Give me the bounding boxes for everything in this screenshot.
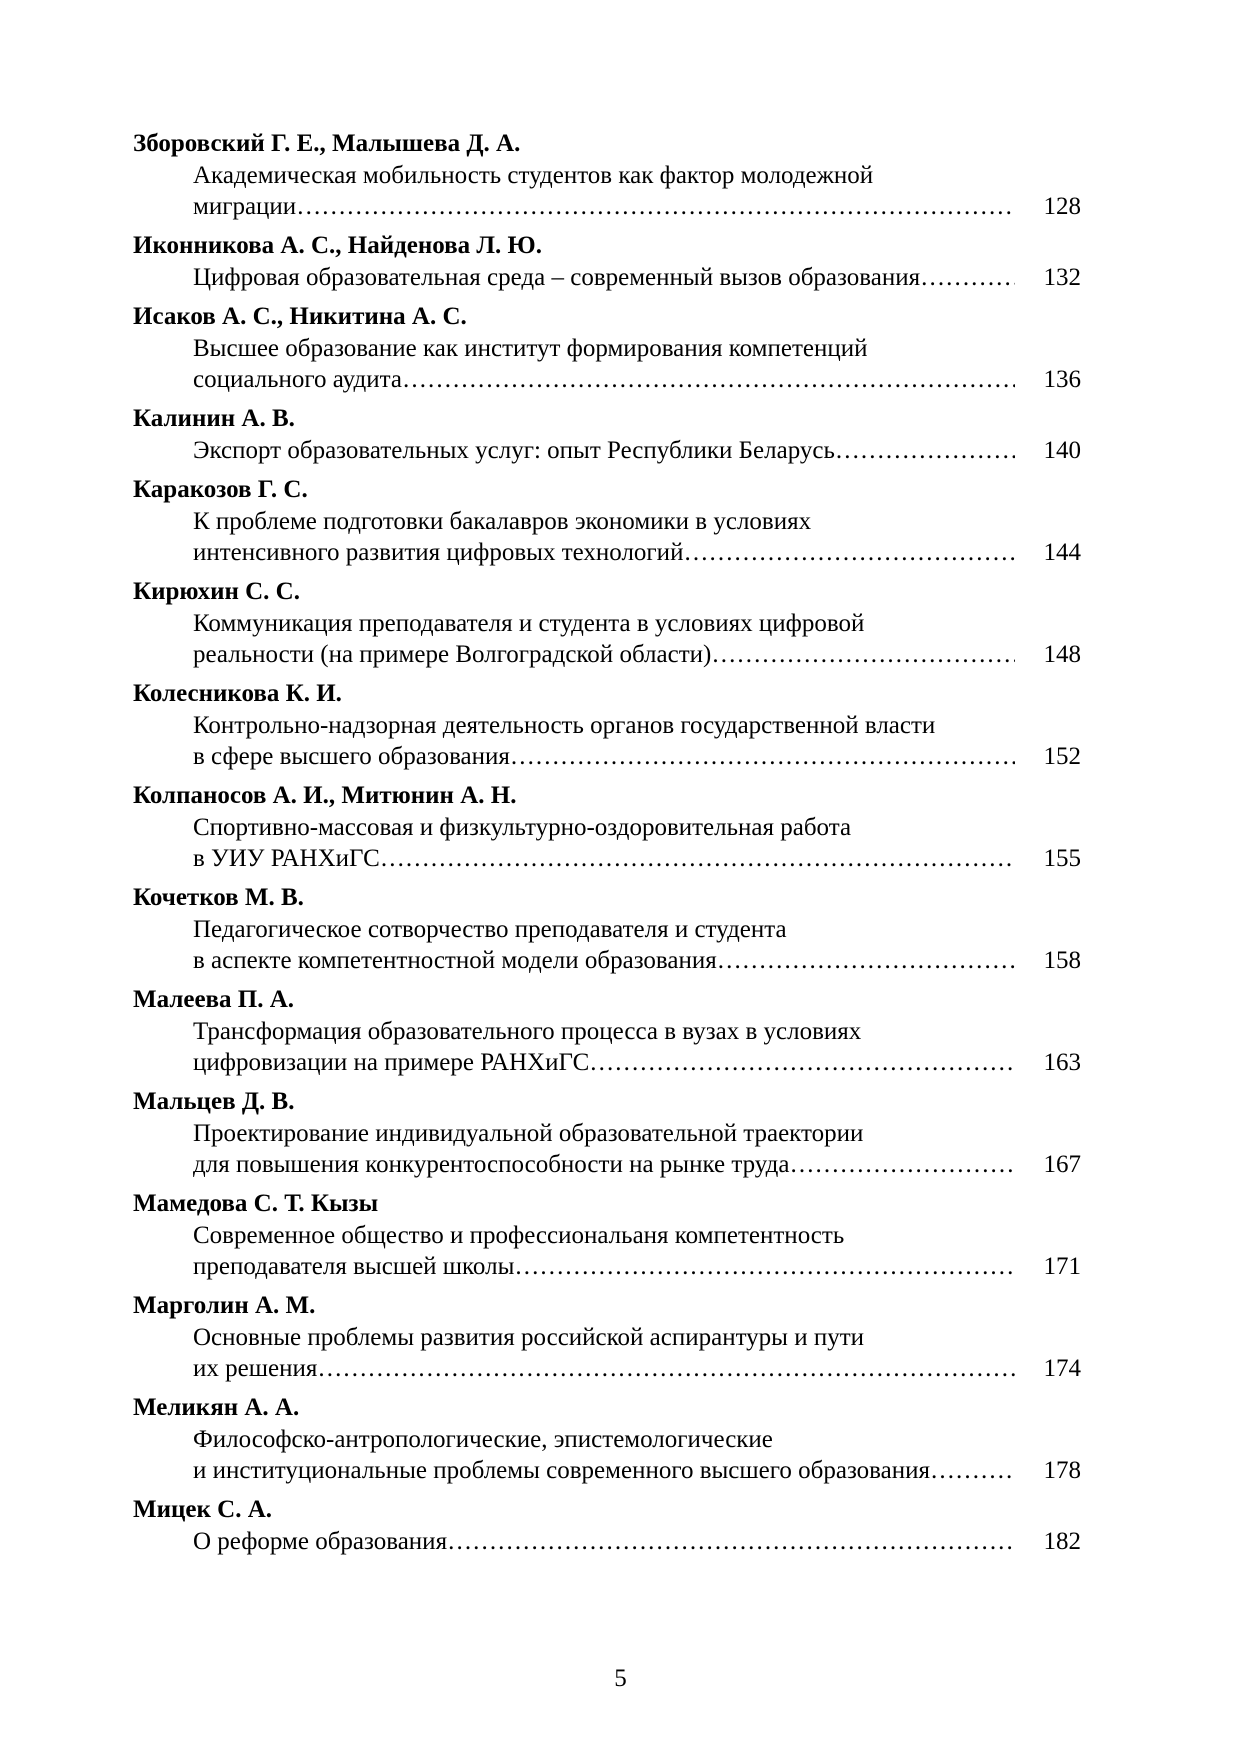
toc-entry-page: 174 <box>1043 1355 1081 1382</box>
toc-entry-last-line <box>133 1455 1081 1486</box>
toc-entry-page: 158 <box>1043 947 1081 974</box>
toc-entry-last-line <box>133 1526 1081 1557</box>
toc-entry-last-line <box>133 1149 1081 1180</box>
toc-entry-page: 132 <box>1043 264 1081 291</box>
toc-entry-title-end: интенсивного развития цифровых технологий <box>193 539 684 566</box>
table-of-contents <box>133 128 1081 1565</box>
toc-entry-title-end: для повышения конкурентоспособности на рынке труда <box>193 1151 790 1178</box>
toc-entry-title-line: Трансформация образовательного процесса в вузах в условиях <box>193 1018 862 1045</box>
toc-entry-authors: Иконникова А. С., Найденова Л. Ю. <box>133 232 542 259</box>
toc-entry-authors: Мицек С. А. <box>133 1496 273 1523</box>
toc-entry-title-line: Проектирование индивидуальной образовательной траектории <box>193 1120 864 1147</box>
toc-entry-page: 182 <box>1043 1528 1081 1555</box>
toc-entry-authors: Кирюхин С. С. <box>133 578 300 605</box>
toc-entry-page: 136 <box>1043 366 1081 393</box>
dot-leader <box>711 639 1015 670</box>
dot-leader <box>835 435 1015 466</box>
dot-leader <box>930 1455 1015 1486</box>
toc-entry-last-line <box>133 364 1081 395</box>
toc-entry-last-line <box>133 262 1081 293</box>
toc-entry <box>133 128 1081 222</box>
toc-entry-authors: Кочетков М. В. <box>133 884 304 911</box>
dot-leader <box>717 945 1015 976</box>
toc-entry <box>133 1086 1081 1180</box>
toc-entry-authors: Калинин А. В. <box>133 405 295 432</box>
toc-entry <box>133 1392 1081 1486</box>
dot-leader <box>317 1353 1015 1384</box>
toc-entry-authors: Колпаносов А. И., Митюнин А. Н. <box>133 782 517 809</box>
toc-entry-page: 171 <box>1043 1253 1081 1280</box>
dot-leader <box>589 1047 1015 1078</box>
toc-entry-title-end: преподавателя высшей школы <box>193 1253 515 1280</box>
toc-entry <box>133 403 1081 466</box>
toc-entry-title-end: Экспорт образовательных услуг: опыт Республики Беларусь <box>193 437 835 464</box>
toc-entry-page: 155 <box>1043 845 1081 872</box>
toc-entry-title-end: реальности (на примере Волгоградской области) <box>193 641 712 668</box>
toc-entry-title-end: в УИУ РАНХиГС <box>193 845 380 872</box>
toc-entry <box>133 1290 1081 1384</box>
toc-entry-page: 144 <box>1043 539 1081 566</box>
dot-leader <box>514 1251 1015 1282</box>
toc-entry-authors: Исаков А. С., Никитина А. С. <box>133 303 467 330</box>
toc-entry-page: 148 <box>1043 641 1081 668</box>
toc-entry-title-line: Контрольно-надзорная деятельность органов государственной власти <box>193 712 936 739</box>
toc-entry-page: 140 <box>1043 437 1081 464</box>
dot-leader <box>920 262 1015 293</box>
toc-entry-title-line: К проблеме подготовки бакалавров экономики в условиях <box>193 508 812 535</box>
toc-entry-title-line: Коммуникация преподавателя и студента в условиях цифровой <box>193 610 865 637</box>
toc-entry-last-line <box>133 945 1081 976</box>
toc-entry-title-end: Цифровая образовательная среда – современный вызов образования <box>193 264 921 291</box>
dot-leader <box>790 1149 1016 1180</box>
toc-entry-page: 128 <box>1043 193 1081 220</box>
toc-entry-page: 178 <box>1043 1457 1081 1484</box>
toc-entry <box>133 230 1081 293</box>
toc-entry <box>133 1188 1081 1282</box>
dot-leader <box>296 191 1015 222</box>
toc-entry-title-end: их решения <box>193 1355 318 1382</box>
toc-entry-authors: Мамедова С. Т. Кызы <box>133 1190 379 1217</box>
toc-entry-last-line <box>133 1047 1081 1078</box>
page-number: 5 <box>614 1665 627 1692</box>
toc-entry <box>133 301 1081 395</box>
toc-entry <box>133 780 1081 874</box>
toc-entry-authors: Марголин А. М. <box>133 1292 316 1319</box>
toc-entry-title-end: в аспекте компетентностной модели образования <box>193 947 717 974</box>
toc-entry <box>133 882 1081 976</box>
toc-entry-title-line: Академическая мобильность студентов как фактор молодежной <box>193 162 874 189</box>
toc-entry-page: 163 <box>1043 1049 1081 1076</box>
toc-entry-page: 152 <box>1043 743 1081 770</box>
toc-entry-title-line: Спортивно-массовая и физкультурно-оздоровительная работа <box>193 814 852 841</box>
toc-entry-title-end: цифровизации на примере РАНХиГС <box>193 1049 590 1076</box>
toc-entry <box>133 984 1081 1078</box>
toc-entry-last-line <box>133 1353 1081 1384</box>
toc-entry-title-line: Педагогическое сотворчество преподавателя и студента <box>193 916 787 943</box>
toc-entry-last-line <box>133 537 1081 568</box>
toc-entry-title-line: Современное общество и профессиональаня компетентность <box>193 1222 845 1249</box>
dot-leader <box>447 1526 1015 1557</box>
toc-entry-authors: Меликян А. А. <box>133 1394 300 1421</box>
dot-leader <box>510 741 1015 772</box>
dot-leader <box>683 537 1015 568</box>
toc-entry-authors: Мальцев Д. В. <box>133 1088 295 1115</box>
toc-entry <box>133 474 1081 568</box>
toc-entry-title-end: О реформе образования <box>193 1528 448 1555</box>
toc-entry-authors: Колесникова К. И. <box>133 680 342 707</box>
toc-entry-authors: Каракозов Г. С. <box>133 476 308 503</box>
toc-entry-title-end: социального аудита <box>193 366 402 393</box>
dot-leader <box>380 843 1015 874</box>
toc-entry-title-line: Высшее образование как институт формирования компетенций <box>193 335 868 362</box>
toc-entry-authors: Зборовский Г. Е., Малышева Д. А. <box>133 130 521 157</box>
toc-entry-title-end: миграции <box>193 193 297 220</box>
toc-entry-last-line <box>133 741 1081 772</box>
toc-entry-title-line: Философско-антропологические, эпистемологические <box>193 1426 773 1453</box>
toc-entry-last-line <box>133 435 1081 466</box>
toc-entry-title-line: Основные проблемы развития российской аспирантуры и пути <box>193 1324 865 1351</box>
toc-entry-last-line <box>133 639 1081 670</box>
toc-entry <box>133 576 1081 670</box>
toc-entry-last-line <box>133 191 1081 222</box>
toc-entry-title-end: в сфере высшего образования <box>193 743 510 770</box>
toc-entry <box>133 1494 1081 1557</box>
toc-entry <box>133 678 1081 772</box>
toc-entry-last-line <box>133 843 1081 874</box>
toc-entry-authors: Малеева П. А. <box>133 986 295 1013</box>
toc-entry-page: 167 <box>1043 1151 1081 1178</box>
dot-leader <box>402 364 1015 395</box>
toc-entry-title-end: и институциональные проблемы современного высшего образования <box>193 1457 930 1484</box>
toc-entry-last-line <box>133 1251 1081 1282</box>
